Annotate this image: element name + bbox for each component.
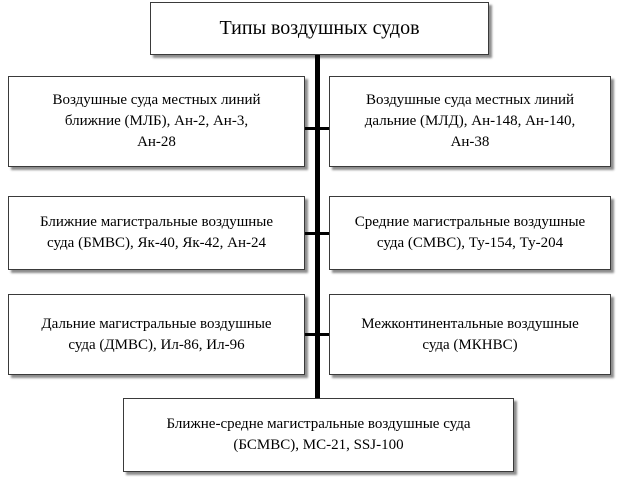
node-bsmvs [123,398,514,472]
node-label: Средние магистральные воздушные суда (СМВС), Ту-154, Ту-204 [354,214,586,251]
node-label: Межконтинентальные воздушные суда (МКНВС) [361,315,579,353]
node-label: Дальние магистральные воздушные суда (ДМВС), Ил-86, Ил-96 [41,315,272,353]
diagram-title: Типы воздушных судов [219,17,420,39]
node-label: Ближне-средне магистральные воздушные суда (БСМВС), МС-21, SSJ-100 [166,416,471,453]
node-dmvs [8,294,305,375]
connector-to-mlb [305,127,315,130]
connector-to-bmvs [305,232,315,235]
node-mknvs [329,294,611,375]
node-label: Воздушные суда местных линий дальние (МЛД), Ан-148, Ан-140, Ан-38 [364,92,576,150]
node-smvs [329,196,611,270]
connector-to-smvs [320,232,329,235]
node-mlb [8,76,305,167]
diagram-title-box [150,2,489,55]
connector-to-dmvs [305,333,315,336]
connector-to-mknvs [320,333,329,336]
node-mld [329,76,611,167]
node-label: Воздушные суда местных линий ближние (МЛБ), Ан-2, Ан-3, Ан-28 [52,92,261,150]
connector-to-mld [320,127,329,130]
main-connector-line [315,55,320,398]
node-label: Ближние магистральные воздушные суда (БМВС), Як-40, Як-42, Ан-24 [39,214,274,251]
node-bmvs [8,196,305,270]
